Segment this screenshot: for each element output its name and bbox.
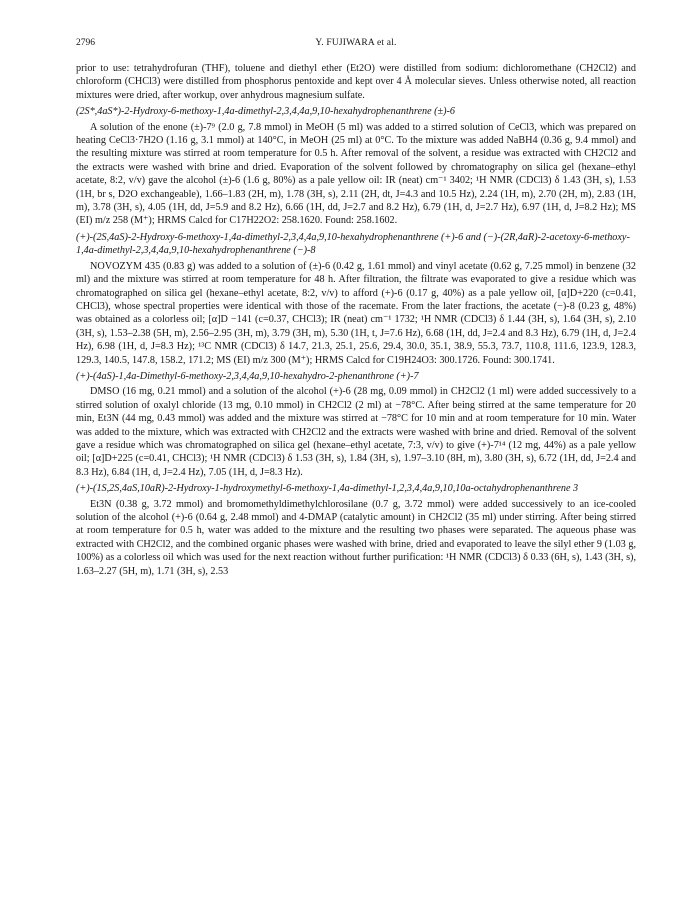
section-heading: (+)-(2S,4aS)-2-Hydroxy-6-methoxy-1,4a-dimethyl-2,3,4,4a,9,10-hexahydrophenanthrene (+)-6 and (−)-(2R,4aR)-2-acetoxy-6-methoxy-1,4a-dimethyl-2,3,4,4a,9,10-hexahydrophenanthrene (−)-8 [76,231,630,257]
running-title: Y. FUJIWARA et al. [315,38,397,48]
page-number: 2796 [76,38,95,48]
article-body [76,62,636,578]
section-heading: (2S*,4aS*)-2-Hydroxy-6-methoxy-1,4a-dimethyl-2,3,4,4a,9,10-hexahydrophenanthrene (±)-6 [76,106,456,118]
body-paragraph: prior to use: tetrahydrofuran (THF), toluene and diethyl ether (Et2O) were distilled from sodium: dichloromethane (CH2Cl2) and chloroform (CHCl3) were distilled from phosphorus pentoxide and kept over 4 Å molecular sieves. Unless otherwise noted, all reaction mixtures were dried, after workup, over anhydrous magnesium sulfate. [76,63,636,101]
section-heading: (+)-(4aS)-1,4a-Dimethyl-6-methoxy-2,3,4,4a,9,10-hexahydro-2-phenanthrone (+)-7 [76,370,419,382]
body-paragraph: A solution of the enone (±)-7⁹ (2.0 g, 7.8 mmol) in MeOH (5 ml) was added to a stirred solution of CeCl3, which was prepared on heating CeCl3·7H2O (1.16 g, 3.1 mmol) at 140°C, in MeOH (25 ml) at 0°C. To the mixture was added NaBH4 (0.36 g, 9.4 mmol) and the resulting mixture was stirred at room temperature for 0.5 h. After removal of the solvent, a residue was extracted with CH2Cl2 and the extracts were washed with brine and dried. Evaporation of the solvent followed by chromatography on silica gel (hexane–ethyl acetate, 8:2, v/v) gave the alcohol (±)-6 (1.6 g, 80%) as a pale yellow oil: IR (neat) cm⁻¹ 3402; ¹H NMR (CDCl3) δ 1.43 (3H, s), 1.53 (1H, br s, D2O exchangeable), 1.66–1.83 (2H, m), 1.78 (3H, s), 2.11 (2H, dt, J=4.3 and 10.5 Hz), 2.24 (1H, m), 2.70 (2H, m), 2.83 (1H, m), 3.78 (3H, s), 4.05 (1H, dd, J=5.9 and 8.2 Hz), 6.66 (1H, dd, J=2.7 and 8.2 Hz), 6.79 (1H, d, J=2.7 Hz), 6.97 (1H, d, J=8.2 Hz); MS (EI) m/z 258 (M⁺); HRMS Calcd for C17H22O2: 258.1620. Found: 258.1602. [76,121,636,227]
section-heading: (+)-(1S,2S,4aS,10aR)-2-Hydroxy-1-hydroxymethyl-6-methoxy-1,4a-dimethyl-1,2,3,4,4a,9,10,10a-octahydrophenanthrene 3 [76,483,579,495]
page-header [76,38,636,56]
body-paragraph: NOVOZYM 435 (0.83 g) was added to a solution of (±)-6 (0.42 g, 1.61 mmol) and vinyl acetate (0.62 g, 7.25 mmol) in benzene (32 ml) and the mixture was stirred at room temperature for 48 h. After filtration, the filtrate was evaporated to give a residue which was chromatographed on silica gel (hexane–ethyl acetate, 8:2, v/v) to afford (+)-6 (0.17 g, 40%) as a pale yellow oil, [α]D+220 (c=0.41, CHCl3), whose spectral properties were identical with those of the racemate. From the later fractions, the acetate (−)-8 (0.23 g, 48%) was obtained as a colorless oil; [α]D −141 (c=0.37, CHCl3); IR (neat) cm⁻¹ 1732; ¹H NMR (CDCl3) δ 1.44 (3H, s), 1.64 (3H, s), 2.10 (3H, s), 1.53–2.38 (5H, m), 2.56–2.95 (3H, m), 3.79 (3H, m), 5.30 (1H, t, J=7.6 Hz), 6.68 (1H, dd, J=2.4 and 8.3 Hz), 6.79 (1H, d, J=2.4 Hz), 6.98 (1H, d, J=8.3 Hz); ¹³C NMR (CDCl3) δ 14.7, 21.3, 25.1, 25.6, 29.4, 30.0, 35.1, 38.9, 55.3, 73.7, 110.8, 111.6, 123.9, 128.3, 129.3, 140.5, 147.8, 158.2, 171.2; MS (EI) m/z 300 (M⁺); HRMS Calcd for C19H24O3: 300.1726. Found: 300.1741. [76,260,636,366]
journal-page [76,38,636,581]
body-paragraph: Et3N (0.38 g, 3.72 mmol) and bromomethyldimethylchlorosilane (0.7 g, 3.72 mmol) were added successively to an ice-cooled solution of the alcohol (+)-6 (0.64 g, 2.48 mmol) and 4-DMAP (catalytic amount) in CH2Cl2 (35 ml) under stirring. After being stirred at room temperature for 0.5 h, water was added to the mixture and the resulting two phases were separated. The aqueous phase was extracted with CH2Cl2, and the combined organic phases were washed with brine, dried and evaporated to leave the silyl ether 9 (1.03 g, 100%) as a colorless oil which was used for the next reaction without further purification: ¹H NMR (CDCl3) δ 0.33 (6H, s), 1.43 (3H, s), 1.63–2.27 (5H, m), 1.71 (3H, s), 2.53 [76,498,636,577]
body-paragraph: DMSO (16 mg, 0.21 mmol) and a solution of the alcohol (+)-6 (28 mg, 0.09 mmol) in CH2Cl2 (1 ml) were added successively to a stirred solution of oxalyl chloride (13 mg, 0.10 mmol) in CH2Cl2 (2 ml) at −78°C. After being stirred at the same temperature for 20 min, Et3N (44 mg, 0.43 mmol) was added and the mixture was stirred at −78°C for 10 min and at room temperature for 10 min. Water was added to the mixture, which was extracted with CH2Cl2 and the extracts were washed with brine and dried. Removal of the solvent gave a residue which was chromatographed on silica gel (hexane–ethyl acetate, 7:3, v/v) to give (+)-7¹⁴ (12 mg, 44%) as a pale yellow oil; [α]D+225 (c=0.41, CHCl3); ¹H NMR (CDCl3) δ 1.53 (3H, s), 1.84 (3H, s), 1.97–3.10 (8H, m), 3.80 (3H, s), 6.72 (1H, dd, J=2.4 and 8.3 Hz), 6.84 (1H, d, J=2.4 Hz), 7.05 (1H, d, J=8.3 Hz). [76,386,636,478]
